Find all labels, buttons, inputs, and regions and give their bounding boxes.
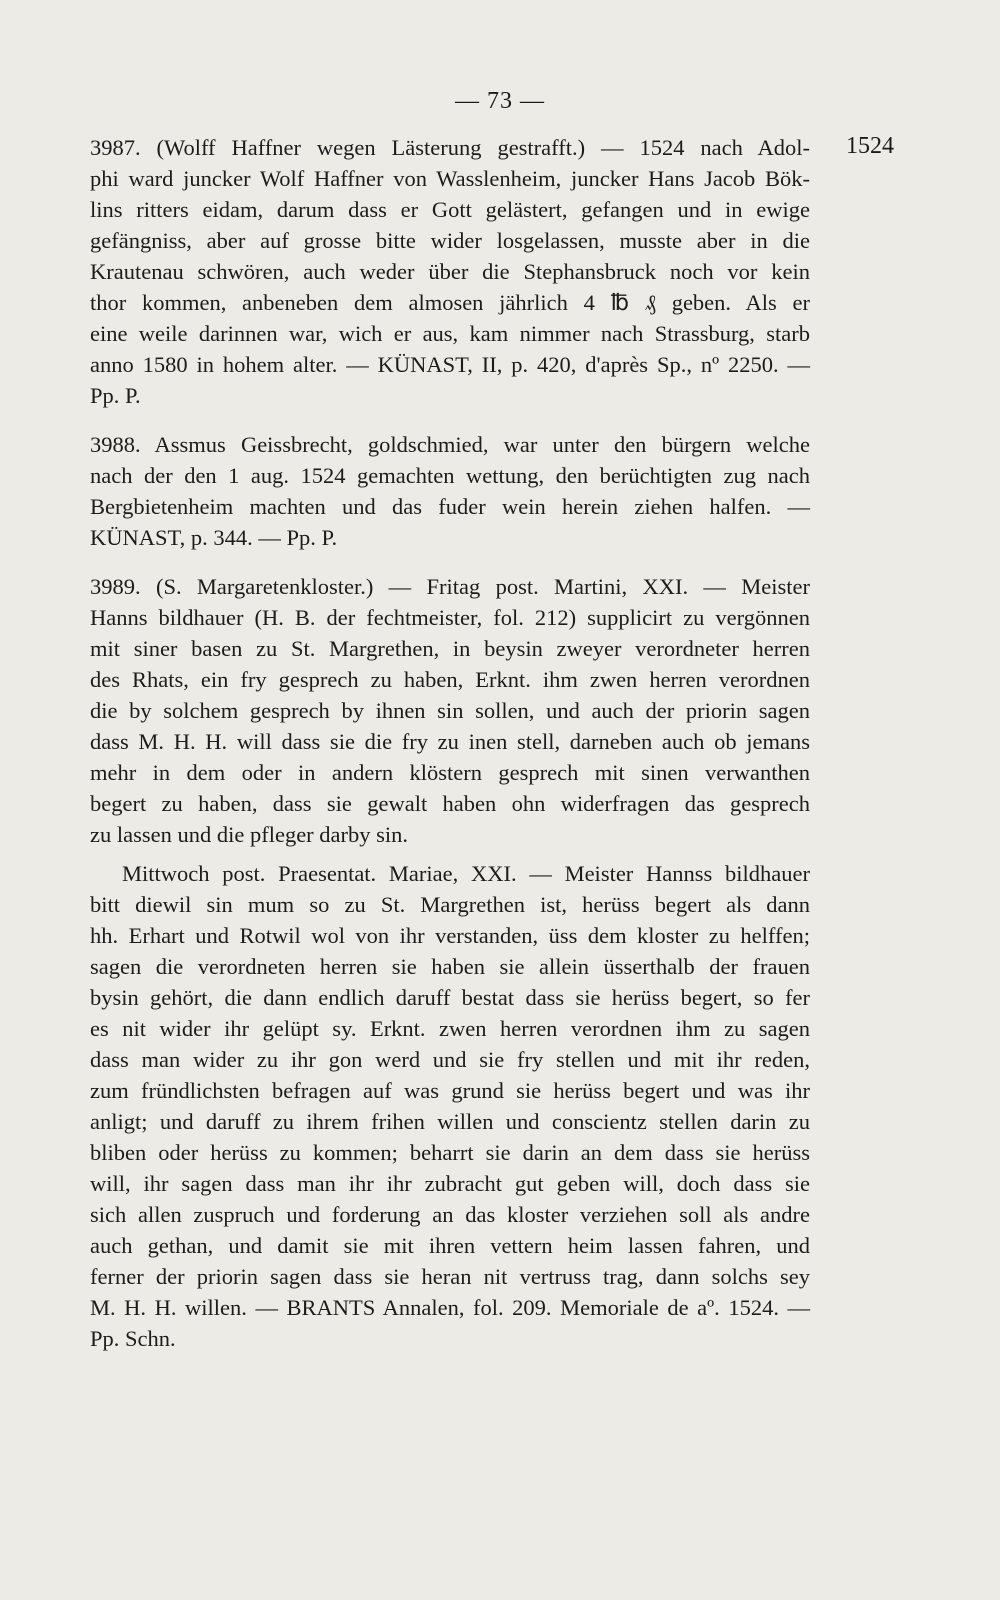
text-line: mit siner basen zu St. Margrethen, in beysin zweyer verordneter herren (90, 636, 810, 661)
paragraph-3987 (90, 132, 810, 411)
text-line: will, ihr sagen dass man ihr ihr zubracht gut geben will, doch dass sie (90, 1171, 810, 1196)
text-line: KÜNAST, p. 344. — Pp. P. (90, 525, 338, 550)
text-line: begert zu haben, dass sie gewalt haben ohn widerfragen das gesprech (90, 791, 810, 816)
text-line: Pp. P. (90, 383, 141, 408)
paragraph-gap (90, 850, 810, 858)
text-line: dass M. H. H. will dass sie die fry zu inen stell, darneben auch ob jemans (90, 729, 810, 754)
text-line: Bergbietenheim machten und das fuder wein herein ziehen halfen. — (90, 494, 810, 519)
text-line: bitt diewil sin mum so zu St. Margrethen ist, herüss begert als dann (90, 892, 810, 917)
paragraph-gap (90, 411, 810, 429)
text-line: gefängniss, aber auf grosse bitte wider losgelassen, musste aber in die (90, 228, 810, 253)
text-line: Pp. Schn. (90, 1326, 176, 1351)
text-line: 3987. (Wolff Haffner wegen Lästerung gestrafft.) — 1524 nach Adol- (90, 135, 810, 160)
text-line: thor kommen, anbeneben dem almosen jährlich 4 ℔ ₰ geben. Als er (90, 290, 810, 315)
text-line: sagen die verordneten herren sie haben sie allein üsserthalb der frauen (90, 954, 810, 979)
text-line: es nit wider ihr gelüpt sy. Erknt. zwen herren verordnen ihm zu sagen (90, 1016, 810, 1041)
text-line: sich allen zuspruch und forderung an das kloster verziehen soll als andre (90, 1202, 810, 1227)
text-line: Krautenau schwören, auch weder über die Stephansbruck noch vor kein (90, 259, 810, 284)
text-line: hh. Erhart und Rotwil wol von ihr verstanden, üss dem kloster zu helffen; (90, 923, 810, 948)
text-line: dass man wider zu ihr gon werd und sie fry stellen und mit ihr reden, (90, 1047, 810, 1072)
text-line: bliben oder herüss zu kommen; beharrt sie darin an dem dass sie herüss (90, 1140, 810, 1165)
text-line: Mittwoch post. Praesentat. Mariae, XXI. — Meister Hannss bildhauer (122, 861, 810, 886)
text-line: lins ritters eidam, darum dass er Gott gelästert, gefangen und in ewige (90, 197, 810, 222)
text-line: anligt; und daruff zu ihrem frihen willen und conscientz stellen darin zu (90, 1109, 810, 1134)
paragraph-3989-continued (90, 858, 810, 1354)
margin-year: 1524 (846, 133, 894, 159)
text-line: mehr in dem oder in andern klöstern gesprech mit sinen verwanthen (90, 760, 810, 785)
text-line: zum fründlichsten befragen auf was grund sie herüss begert und was ihr (90, 1078, 810, 1103)
text-line: nach der den 1 aug. 1524 gemachten wettung, den berüchtigten zug nach (90, 463, 810, 488)
text-line: ferner der priorin sagen dass sie heran nit vertruss trag, dann solchs sey (90, 1264, 810, 1289)
text-line: auch gethan, und damit sie mit ihren vettern heim lassen fahren, und (90, 1233, 810, 1258)
text-line: 3988. Assmus Geissbrecht, goldschmied, war unter den bürgern welche (90, 432, 810, 457)
paragraph-3988 (90, 429, 810, 553)
text-line: bysin gehört, die dann endlich daruff bestat dass sie herüss begert, so fer (90, 985, 810, 1010)
page-number: — 73 — (455, 88, 545, 114)
text-line: zu lassen und die pfleger darby sin. (90, 822, 409, 847)
text-line: eine weile darinnen war, wich er aus, kam nimmer nach Strassburg, starb (90, 321, 810, 346)
text-line: die by solchem gesprech by ihnen sin sollen, und auch der priorin sagen (90, 698, 810, 723)
paragraph-3989 (90, 571, 810, 850)
paragraph-gap (90, 553, 810, 571)
text-block (90, 132, 810, 1354)
text-line: 3989. (S. Margaretenkloster.) — Fritag post. Martini, XXI. — Meister (90, 574, 810, 599)
text-line: phi ward juncker Wolf Haffner von Wasslenheim, juncker Hans Jacob Bök- (90, 166, 810, 191)
text-line: M. H. H. willen. — BRANTS Annalen, fol. 209. Memoriale de aº. 1524. — (90, 1295, 810, 1320)
text-line: anno 1580 in hohem alter. — KÜNAST, II, p. 420, d'après Sp., nº 2250. — (90, 352, 810, 377)
text-line: Hanns bildhauer (H. B. der fechtmeister, fol. 212) supplicirt zu vergönnen (90, 605, 810, 630)
text-line: des Rhats, ein fry gesprech zu haben, Erknt. ihm zwen herren verordnen (90, 667, 810, 692)
